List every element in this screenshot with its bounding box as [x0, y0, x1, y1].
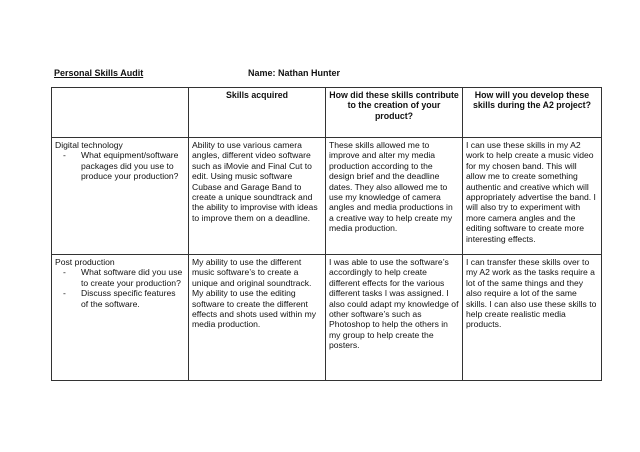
skills-audit-table	[51, 87, 602, 381]
row-heading: Digital technology	[55, 140, 123, 150]
question-item: - What equipment/software packages did you use to produce your production?	[81, 150, 185, 181]
table-header-row	[52, 88, 602, 138]
skills-cell: Ability to use various camera angles, different video software such as iMovie and Final Cut to edit. Using music software Cubase and Garage Band to create a unique soundtrack and the ability to improvise with ideas to improve them on a deadline.	[189, 138, 326, 255]
row-heading-cell	[52, 255, 189, 381]
title-row	[54, 68, 594, 82]
table-row	[52, 138, 602, 255]
row-heading: Post production	[55, 257, 115, 267]
column-header-empty	[52, 88, 189, 138]
page-title: Personal Skills Audit	[54, 68, 144, 78]
question-item: - What software did you use to create your production?	[81, 267, 185, 288]
column-header-contribution: How did these skills contribute to the creation of your product?	[326, 88, 463, 138]
contribution-cell: I was able to use the software’s accordingly to help create different effects for the various different tasks I was assigned. I also could adapt my knowledge of other software’s such as Photoshop to help the others in my group to help create the posters.	[326, 255, 463, 381]
column-header-development: How will you develop these skills during the A2 project?	[463, 88, 602, 138]
contribution-cell: These skills allowed me to improve and alter my media production according to the design brief and the deadline dates. They also allowed me to use my knowledge of camera angles and media productions in a creative way to help create my media production.	[326, 138, 463, 255]
skills-cell: My ability to use the different music software’s to create a unique and original soundtrack. My ability to use the editing software to create the different effects and shots used within my media production.	[189, 255, 326, 381]
development-cell: I can use these skills in my A2 work to help create a music video for my chosen band. This will allow me to create something authentic and creative which will appropriately advertise the band. I will also try to experiment with more camera angles and the editing software to create more interesting effects.	[463, 138, 602, 255]
question-item: - Discuss specific features of the software.	[81, 288, 185, 309]
row-heading-cell	[52, 138, 189, 255]
question-list	[55, 150, 185, 181]
name-line: Name: Nathan Hunter	[248, 68, 341, 78]
column-header-skills: Skills acquired	[189, 88, 326, 138]
table-row	[52, 255, 602, 381]
development-cell: I can transfer these skills over to my A2 work as the tasks require a lot of the same things and they also require a lot of the same skills. I can also use these skills to help create realistic media products.	[463, 255, 602, 381]
question-list	[55, 267, 185, 309]
